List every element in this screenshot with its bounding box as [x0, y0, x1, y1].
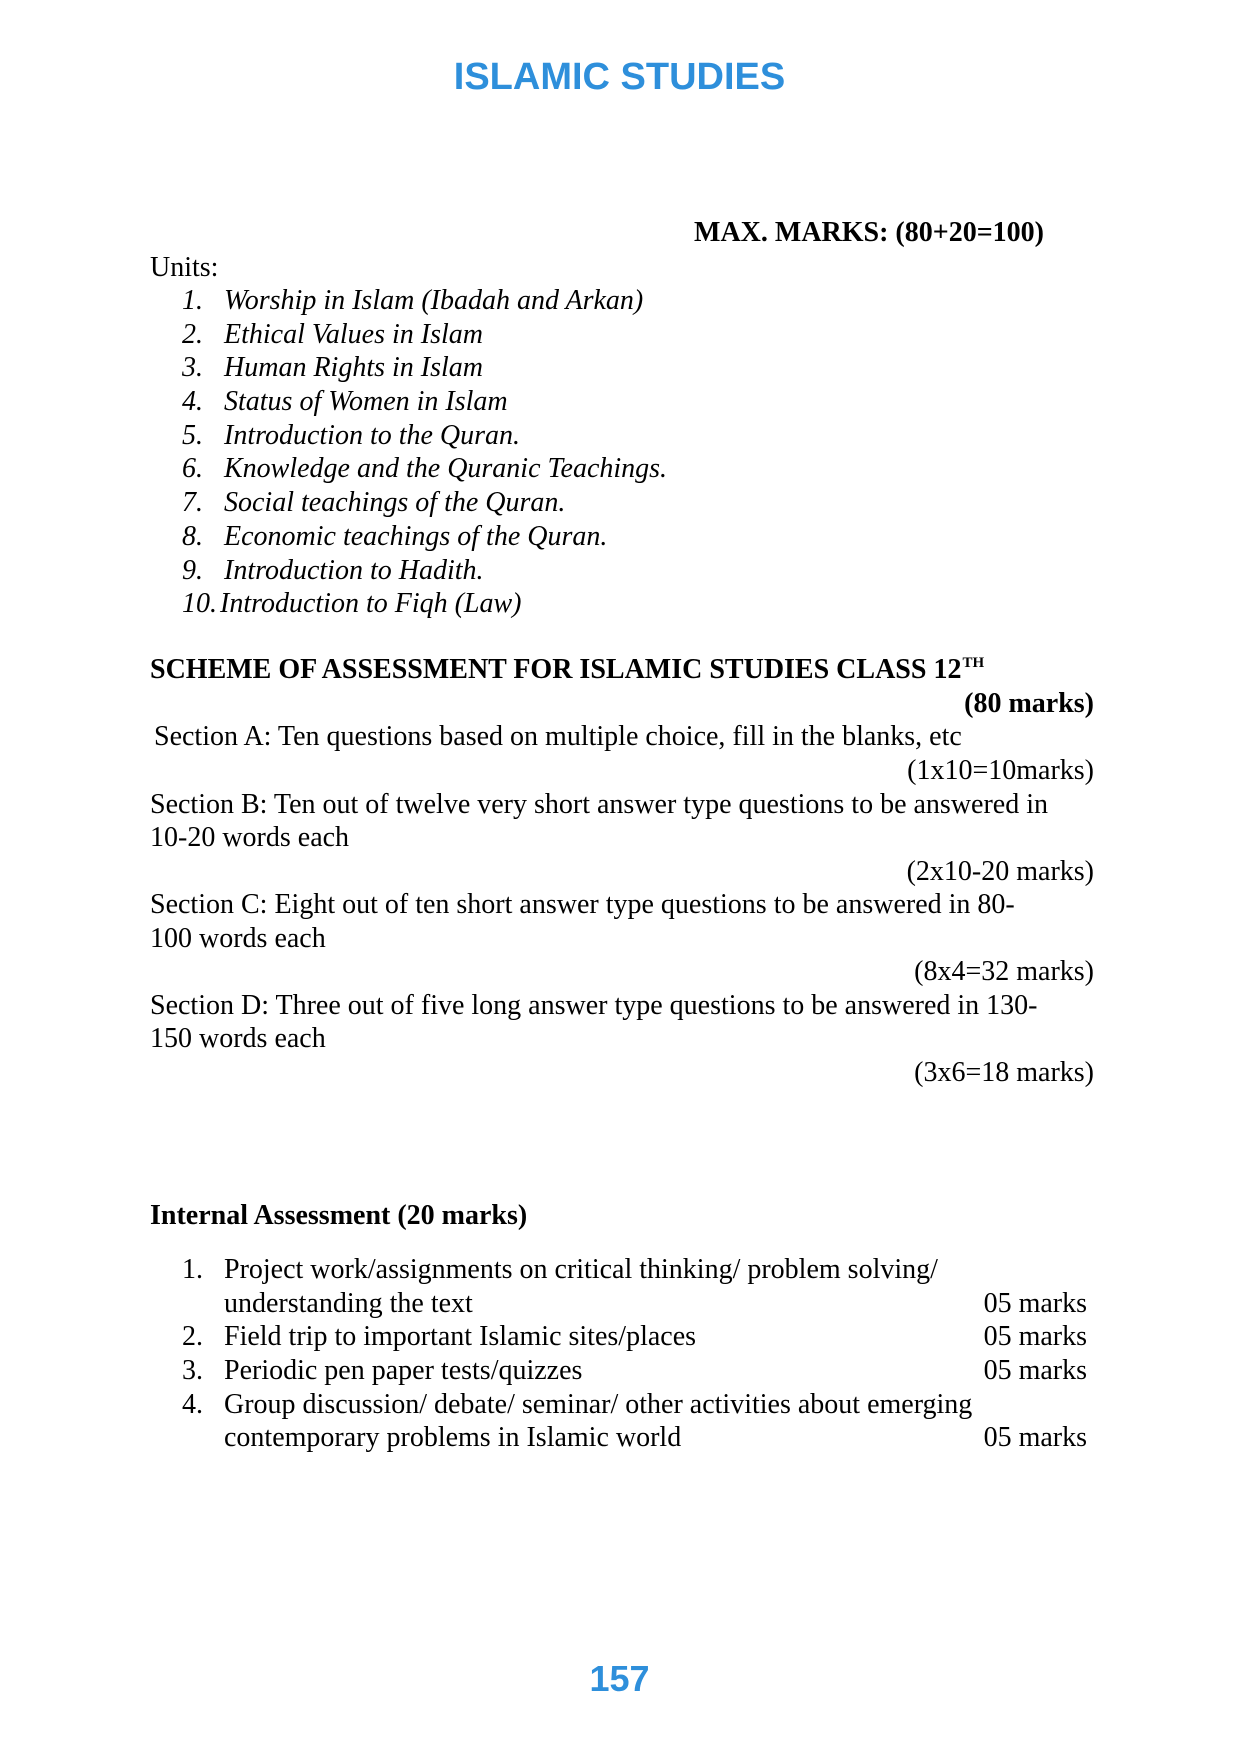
unit-number: 2. [182, 318, 203, 350]
section-c-text: Section C: Eight out of ten short answer type questions to be answered in 80- [150, 889, 1015, 920]
item-marks: 05 marks [983, 1321, 1087, 1353]
unit-text: Introduction to Fiqh (Law) [220, 588, 522, 620]
unit-number: 9. [182, 554, 203, 586]
unit-text: Worship in Islam (Ibadah and Arkan) [224, 285, 644, 316]
item-marks: 05 marks [983, 1422, 1087, 1454]
section-d-text-cont: 150 words each [150, 1023, 326, 1054]
item-text: Periodic pen paper tests/quizzes [224, 1355, 583, 1387]
unit-item [182, 486, 667, 520]
unit-number: 4. [182, 386, 203, 418]
list-item [182, 1253, 1087, 1287]
list-item [182, 1388, 1087, 1422]
unit-number: 6. [182, 453, 203, 485]
unit-item [182, 284, 667, 318]
units-list [182, 284, 667, 621]
unit-item [182, 452, 667, 486]
unit-number: 5. [182, 419, 203, 451]
unit-text: Economic teachings of the Quran. [224, 520, 608, 552]
unit-item [182, 385, 667, 419]
unit-text: Social teachings of the Quran. [224, 487, 566, 519]
unit-number: 3. [182, 352, 203, 384]
item-text: Field trip to important Islamic sites/places [224, 1321, 697, 1353]
item-text-cont: contemporary problems in Islamic world [224, 1422, 682, 1454]
unit-number: 1. [182, 285, 203, 316]
units-label: Units: [150, 252, 219, 283]
list-item-cont [182, 1421, 1087, 1455]
section-c-text-cont: 100 words each [150, 923, 326, 954]
item-marks: 05 marks [983, 1287, 1087, 1319]
scheme-title [150, 654, 984, 686]
scheme-title-text: SCHEME OF ASSESSMENT FOR ISLAMIC STUDIES CLASS 12 [150, 654, 962, 685]
section-a-text: Section A: Ten questions based on multiple choice, fill in the blanks, etc [154, 721, 962, 752]
list-item-cont [182, 1287, 1087, 1321]
unit-item [182, 520, 667, 554]
item-text: Group discussion/ debate/ seminar/ other activities about emerging [224, 1388, 973, 1420]
section-b-marks: (2x10-20 marks) [906, 856, 1094, 887]
unit-number: 10. [182, 588, 217, 620]
unit-item [182, 554, 667, 588]
unit-text: Introduction to the Quran. [224, 419, 521, 451]
section-b-text-cont: 10-20 words each [150, 822, 350, 853]
scheme-title-sup: TH [962, 655, 985, 671]
scheme-total-marks: (80 marks) [964, 688, 1094, 719]
internal-assessment-list [182, 1253, 1087, 1455]
unit-number: 7. [182, 487, 203, 519]
internal-assessment-title: Internal Assessment (20 marks) [150, 1200, 528, 1231]
unit-item [182, 587, 667, 621]
item-number: 1. [182, 1254, 203, 1285]
unit-text: Ethical Values in Islam [224, 318, 483, 350]
item-text-cont: understanding the text [224, 1287, 473, 1319]
item-number: 4. [182, 1388, 203, 1420]
item-text: Project work/assignments on critical thinking/ problem solving/ [224, 1254, 938, 1285]
section-d-marks: (3x6=18 marks) [914, 1057, 1094, 1088]
section-a-marks: (1x10=10marks) [907, 755, 1094, 786]
item-number: 3. [182, 1355, 203, 1387]
section-c-marks: (8x4=32 marks) [914, 956, 1094, 987]
page-number: 157 [589, 1658, 650, 1699]
unit-item [182, 318, 667, 352]
item-number: 2. [182, 1321, 203, 1353]
item-marks: 05 marks [983, 1355, 1087, 1387]
section-b-text: Section B: Ten out of twelve very short answer type questions to be answered in [150, 789, 1048, 820]
unit-text: Knowledge and the Quranic Teachings. [224, 453, 668, 485]
section-d-text: Section D: Three out of five long answer type questions to be answered in 130- [150, 990, 1038, 1021]
unit-number: 8. [182, 520, 203, 552]
unit-item [182, 419, 667, 453]
list-item [182, 1354, 1087, 1388]
list-item [182, 1320, 1087, 1354]
max-marks: MAX. MARKS: (80+20=100) [694, 217, 1044, 248]
unit-text: Status of Women in Islam [224, 386, 508, 418]
page-title: ISLAMIC STUDIES [453, 56, 786, 98]
unit-item [182, 351, 667, 385]
unit-text: Human Rights in Islam [224, 352, 483, 384]
unit-text: Introduction to Hadith. [224, 554, 484, 586]
